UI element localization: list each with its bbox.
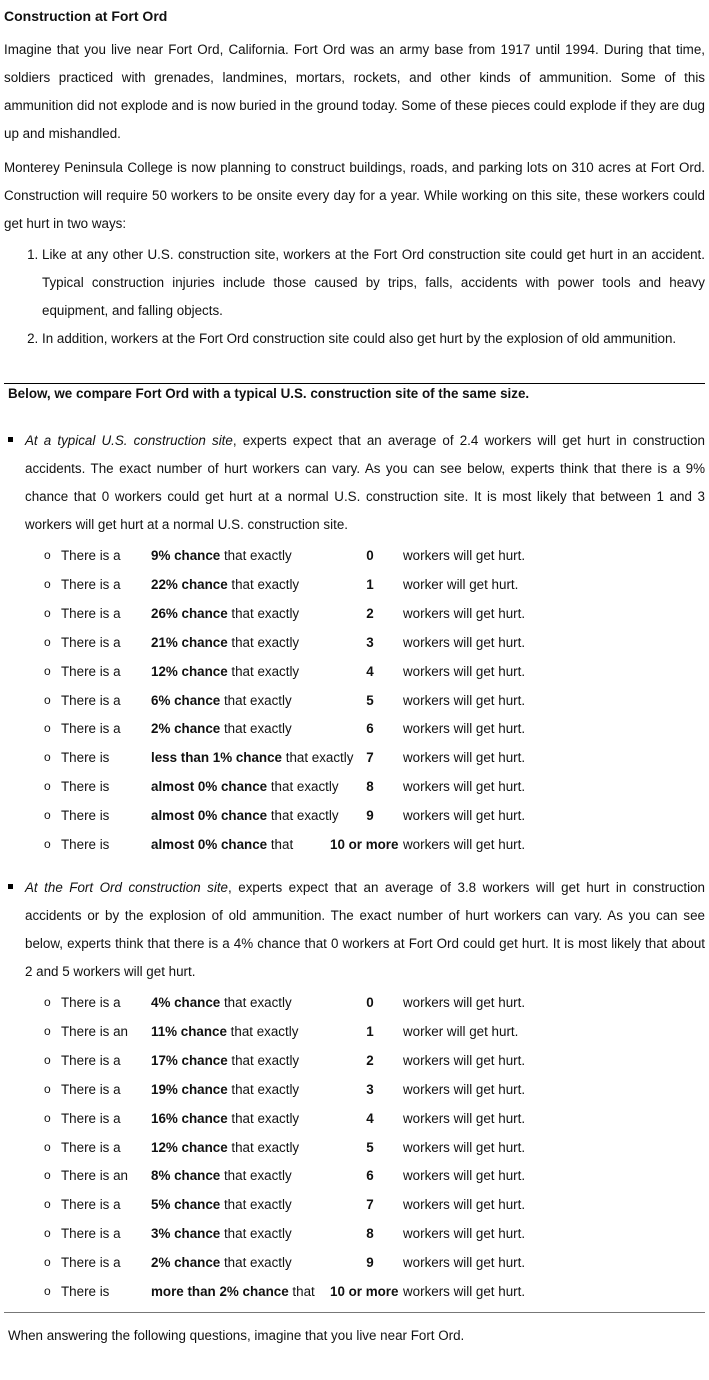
probability-row (44, 570, 564, 599)
circle-bullet-icon: o (44, 692, 51, 707)
chance-connector: that exactly (227, 634, 300, 650)
chance-value: 16% chance (151, 1110, 228, 1126)
circle-bullet-icon: o (44, 837, 51, 851)
worker-count: 3 (366, 634, 374, 650)
chance-value: almost 0% chance (151, 779, 268, 795)
row-suffix: workers will get hurt. (403, 663, 526, 679)
row-chance (151, 1075, 299, 1104)
probability-row (44, 772, 564, 801)
row-chance (151, 628, 299, 657)
chance-connector: that exactly (282, 750, 354, 766)
row-suffix: workers will get hurt. (403, 1197, 526, 1213)
chance-value: 2% chance (151, 1255, 221, 1271)
worker-count: 4 (366, 663, 374, 679)
probability-row (44, 988, 564, 1017)
row-suffix: workers will get hurt. (403, 837, 526, 852)
square-bullet-icon (8, 884, 13, 889)
worker-count: 4 (366, 1110, 374, 1126)
row-chance (151, 801, 339, 830)
worker-count: 3 (366, 1081, 374, 1097)
circle-bullet-icon: o (44, 995, 51, 1009)
chance-connector: that exactly (227, 576, 300, 592)
chance-connector: that (267, 837, 294, 852)
circle-bullet-icon: o (44, 1052, 51, 1067)
circle-bullet-icon: o (44, 779, 51, 794)
row-chance (151, 714, 292, 743)
chance-value: 12% chance (151, 1139, 228, 1155)
row-chance (151, 988, 292, 1017)
probability-row (44, 1190, 564, 1219)
chance-value: less than 1% chance (151, 750, 282, 766)
row-prefix: There is a (61, 1110, 121, 1126)
row-suffix: workers will get hurt. (403, 779, 526, 795)
probability-row (44, 1133, 564, 1162)
worker-count: 1 (366, 576, 374, 592)
circle-bullet-icon: o (44, 808, 51, 823)
typical-site-bullet (8, 427, 705, 539)
chance-connector: that (288, 1284, 315, 1299)
row-chance (151, 599, 299, 628)
probability-row (44, 743, 564, 772)
worker-count: 7 (366, 750, 374, 766)
typical-site-body: , experts expect that an average of 2.4 workers will get hurt in construction accidents. The exact number of hurt workers can vary. As you can see below, experts think that there is a 9% chance that 0 workers could get hurt at a normal U.S. construction site. It is most likely that between 1 and 3 workers will get hurt at a normal U.S. construction site. (25, 433, 705, 532)
row-suffix: workers will get hurt. (403, 1052, 526, 1068)
circle-bullet-icon: o (44, 1255, 51, 1270)
circle-bullet-icon: o (44, 1110, 51, 1125)
worker-count: 2 (366, 605, 374, 621)
worker-count: 0 (366, 995, 374, 1010)
chance-connector: that exactly (226, 1023, 299, 1039)
chance-value: 22% chance (151, 576, 228, 592)
probability-row (44, 657, 564, 686)
chance-value: 12% chance (151, 663, 228, 679)
chance-value: 9% chance (151, 548, 221, 563)
row-chance (151, 1104, 299, 1133)
circle-bullet-icon: o (44, 1023, 51, 1038)
chance-value: almost 0% chance (151, 808, 268, 824)
document-title: Construction at Fort Ord (4, 8, 168, 24)
probability-row (44, 1219, 564, 1248)
worker-count: 10 or more (330, 837, 399, 852)
hazard-list (4, 241, 705, 353)
chance-value: 5% chance (151, 1197, 221, 1213)
worker-count: 10 or more (330, 1284, 399, 1299)
row-suffix: workers will get hurt. (403, 1168, 526, 1184)
chance-value: 11% chance (151, 1023, 227, 1039)
chance-connector: that exactly (220, 1226, 292, 1242)
worker-count: 2 (366, 1052, 374, 1068)
row-prefix: There is a (61, 576, 121, 592)
row-suffix: workers will get hurt. (403, 808, 526, 824)
row-prefix: There is a (61, 1139, 121, 1155)
probability-row (44, 1104, 564, 1133)
chance-connector: that exactly (220, 1197, 292, 1213)
probability-row (44, 686, 564, 715)
circle-bullet-icon: o (44, 605, 51, 620)
row-prefix: There is a (61, 1197, 121, 1213)
row-suffix: workers will get hurt. (403, 1110, 526, 1126)
typical-site-text (25, 427, 705, 539)
chance-connector: that exactly (220, 692, 292, 708)
row-suffix: workers will get hurt. (403, 1139, 526, 1155)
chance-value: 8% chance (151, 1168, 221, 1184)
chance-value: 21% chance (151, 634, 228, 650)
row-prefix: There is (61, 837, 110, 852)
row-prefix: There is a (61, 548, 121, 563)
row-chance (151, 570, 299, 599)
chance-connector: that exactly (227, 1081, 300, 1097)
row-prefix: There is an (61, 1168, 128, 1184)
row-prefix: There is a (61, 995, 121, 1010)
row-prefix: There is a (61, 663, 121, 679)
worker-count: 9 (366, 808, 374, 824)
fort-ord-lead: At the Fort Ord construction site (25, 880, 229, 895)
chance-value: 4% chance (151, 995, 221, 1010)
compare-heading: Below, we compare Fort Ord with a typical U.S. construction site of the same size. (8, 386, 530, 401)
row-chance (151, 1248, 292, 1277)
chance-connector: that exactly (220, 548, 292, 563)
chance-connector: that exactly (220, 1168, 292, 1184)
chance-value: 2% chance (151, 721, 221, 737)
circle-bullet-icon: o (44, 1168, 51, 1183)
row-prefix: There is (61, 750, 110, 766)
row-suffix: worker will get hurt. (403, 1023, 519, 1039)
chance-connector: that exactly (227, 1110, 300, 1126)
closing-instruction: When answering the following questions, imagine that you live near Fort Ord. (8, 1328, 465, 1343)
row-prefix: There is (61, 1284, 110, 1299)
chance-value: 26% chance (151, 605, 228, 621)
chance-value: 17% chance (151, 1052, 228, 1068)
chance-connector: that exactly (267, 779, 339, 795)
probability-row (44, 628, 564, 657)
worker-count: 7 (366, 1197, 374, 1213)
row-prefix: There is (61, 808, 110, 824)
bottom-divider (4, 1312, 705, 1313)
worker-count: 0 (366, 548, 374, 563)
row-chance (151, 1277, 315, 1306)
intro-paragraph: Imagine that you live near Fort Ord, California. Fort Ord was an army base from 1917 until 1994. During that time, soldiers practiced with grenades, landmines, mortars, rockets, and other kinds of ammunition. Some of this ammunition did not explode and is now buried in the ground today. Some of these pieces could explode if they are dug up and mishandled. (4, 42, 705, 141)
row-prefix: There is a (61, 692, 121, 708)
hazard-item-accident: 1. Like at any other U.S. construction site, workers at the Fort Ord construction site could get hurt in an accident. Typical construction injuries include those caused by trips, falls, accidents with power tools and heavy equipment, and falling objects. (42, 241, 705, 325)
row-prefix: There is a (61, 634, 121, 650)
row-suffix: workers will get hurt. (403, 634, 526, 650)
circle-bullet-icon: o (44, 576, 51, 591)
worker-count: 5 (366, 1139, 374, 1155)
row-chance (151, 1161, 292, 1190)
probability-row (44, 541, 564, 570)
row-chance (151, 830, 293, 859)
row-suffix: workers will get hurt. (403, 1226, 526, 1242)
fort-ord-bullet (8, 874, 705, 986)
fort-ord-text (25, 874, 705, 986)
row-suffix: workers will get hurt. (403, 692, 526, 708)
row-chance (151, 1190, 292, 1219)
row-suffix: workers will get hurt. (403, 1081, 526, 1097)
row-chance (151, 686, 292, 715)
probability-row (44, 714, 564, 743)
row-chance (151, 541, 292, 570)
row-suffix: workers will get hurt. (403, 995, 526, 1010)
worker-count: 8 (366, 779, 374, 795)
probability-row (44, 1277, 564, 1306)
worker-count: 6 (366, 721, 374, 737)
worker-count: 9 (366, 1255, 374, 1271)
row-chance (151, 1219, 292, 1248)
circle-bullet-icon: o (44, 750, 51, 765)
probability-row (44, 830, 564, 859)
probability-row (44, 1046, 564, 1075)
circle-bullet-icon: o (44, 1139, 51, 1154)
chance-value: 19% chance (151, 1081, 228, 1097)
row-suffix: workers will get hurt. (403, 721, 526, 737)
row-chance (151, 1133, 299, 1162)
probability-row (44, 1017, 564, 1046)
circle-bullet-icon: o (44, 548, 51, 562)
row-suffix: workers will get hurt. (403, 750, 526, 766)
row-prefix: There is a (61, 721, 121, 737)
probability-row (44, 1161, 564, 1190)
circle-bullet-icon: o (44, 634, 51, 649)
row-suffix: workers will get hurt. (403, 548, 526, 563)
construction-paragraph: Monterey Peninsula College is now planning to construct buildings, roads, and parking lots on 310 acres at Fort Ord. Construction will require 50 workers to be onsite every day for a year. While working on this site, these workers could get hurt in two ways: (4, 160, 705, 231)
probability-row (44, 801, 564, 830)
chance-connector: that exactly (220, 995, 292, 1010)
chance-connector: that exactly (267, 808, 339, 824)
probability-row (44, 1248, 564, 1277)
row-suffix: workers will get hurt. (403, 1255, 526, 1271)
typical-site-lead: At a typical U.S. construction site (25, 433, 233, 448)
chance-value: more than 2% chance (151, 1284, 289, 1299)
chance-connector: that exactly (227, 1052, 300, 1068)
row-prefix: There is (61, 779, 110, 795)
worker-count: 1 (366, 1023, 374, 1039)
worker-count: 5 (366, 692, 374, 708)
chance-value: 3% chance (151, 1226, 221, 1242)
row-prefix: There is a (61, 1081, 121, 1097)
circle-bullet-icon: o (44, 1284, 51, 1298)
circle-bullet-icon: o (44, 663, 51, 678)
fort-ord-body: , experts expect that an average of 3.8 workers will get hurt in construction accidents or by the explosion of old ammunition. The exact number of hurt workers can vary. As you can see below, experts think that there is a 4% chance that 0 workers at Fort Ord could get hurt. It is most likely that about 2 and 5 workers will get hurt. (25, 880, 705, 979)
circle-bullet-icon: o (44, 1081, 51, 1096)
chance-connector: that exactly (227, 1139, 300, 1155)
worker-count: 8 (366, 1226, 374, 1242)
chance-value: almost 0% chance (151, 837, 268, 852)
chance-connector: that exactly (227, 663, 300, 679)
row-prefix: There is a (61, 605, 121, 621)
square-bullet-icon (8, 437, 13, 442)
row-suffix: workers will get hurt. (403, 605, 526, 621)
hazard-item-ammunition: 2. In addition, workers at the Fort Ord construction site could also get hurt by the explosion of old ammunition. (42, 325, 705, 353)
chance-connector: that exactly (220, 721, 292, 737)
chance-connector: that exactly (227, 605, 300, 621)
row-prefix: There is a (61, 1226, 121, 1242)
row-chance (151, 1046, 299, 1075)
chance-connector: that exactly (220, 1255, 292, 1271)
circle-bullet-icon: o (44, 1197, 51, 1212)
circle-bullet-icon: o (44, 1226, 51, 1241)
probability-row (44, 1075, 564, 1104)
row-prefix: There is an (61, 1023, 128, 1039)
row-chance (151, 1017, 298, 1046)
row-prefix: There is a (61, 1052, 121, 1068)
chance-value: 6% chance (151, 692, 221, 708)
circle-bullet-icon: o (44, 721, 51, 736)
row-chance (151, 657, 299, 686)
row-prefix: There is a (61, 1255, 121, 1271)
row-chance (151, 772, 339, 801)
row-suffix: workers will get hurt. (403, 1284, 526, 1299)
row-suffix: worker will get hurt. (403, 576, 519, 592)
section-divider (4, 383, 705, 384)
probability-row (44, 599, 564, 628)
worker-count: 6 (366, 1168, 374, 1184)
row-chance (151, 743, 353, 772)
